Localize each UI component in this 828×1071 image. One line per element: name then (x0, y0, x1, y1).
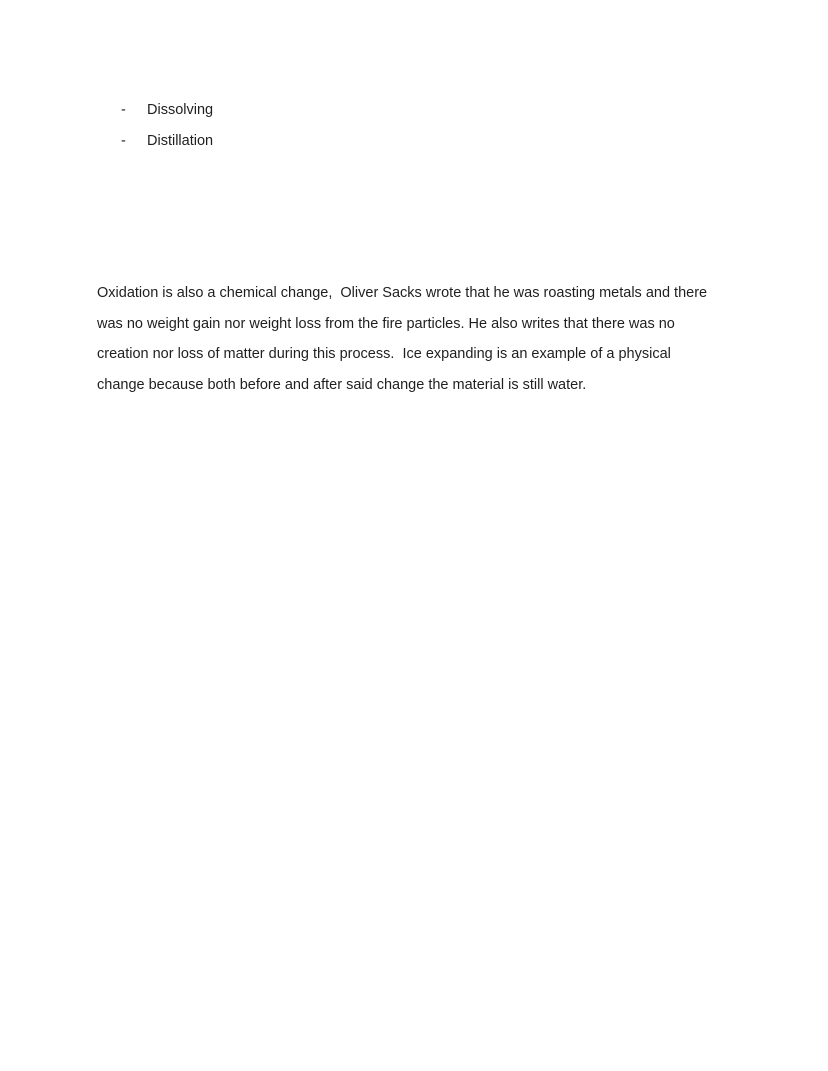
list-item (121, 95, 213, 126)
paragraph-line: creation nor loss of matter during this process. Ice expanding is an example of a physical (97, 346, 671, 362)
bullet-list (121, 95, 213, 156)
paragraph-line: change because both before and after said change the material is still water. (97, 376, 587, 393)
list-item-label: Distillation (147, 132, 214, 149)
list-item-label: Dissolving (147, 102, 214, 118)
paragraph-line: Oxidation is also a chemical change, Oliver Sacks wrote that he was roasting metals and there (97, 285, 708, 301)
dash-bullet: - (121, 132, 126, 149)
paragraph-line: was no weight gain nor weight loss from the fire particles. He also writes that there was no (97, 315, 675, 332)
list-item (121, 126, 213, 157)
dash-bullet: - (121, 102, 126, 118)
body-paragraph (97, 278, 745, 400)
